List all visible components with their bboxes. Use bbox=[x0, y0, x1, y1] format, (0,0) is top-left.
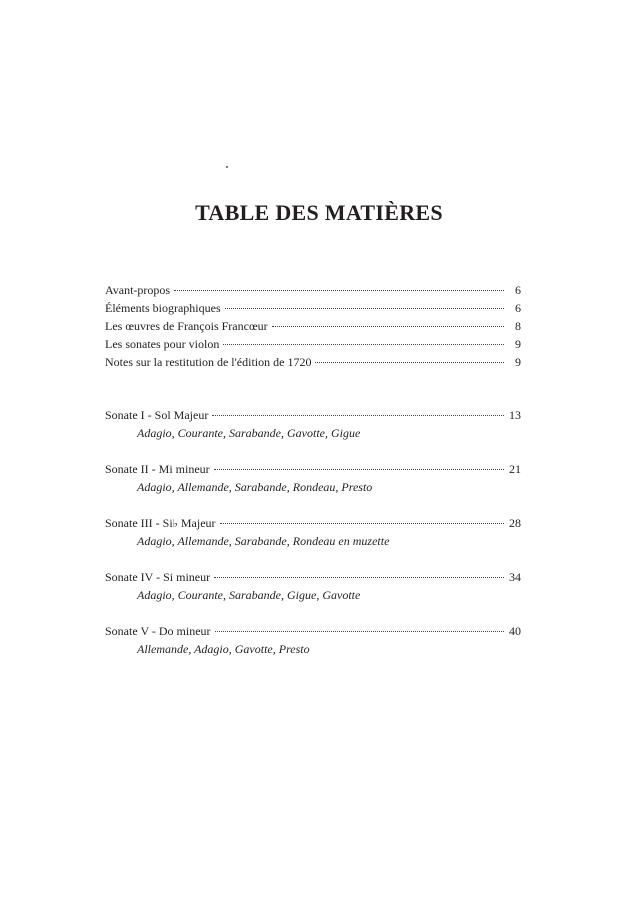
dot-leader bbox=[214, 469, 504, 470]
dot-leader bbox=[272, 326, 504, 327]
flat-sign: ♭ bbox=[172, 517, 178, 530]
toc-entry[interactable] bbox=[105, 622, 521, 640]
toc-entry-page: 21 bbox=[509, 462, 521, 476]
sonata-movements: Adagio, Courante, Sarabande, Gigue, Gavotte bbox=[137, 588, 361, 602]
toc-entry-page: 9 bbox=[515, 337, 521, 351]
sonata-movements: Allemande, Adagio, Gavotte, Presto bbox=[137, 642, 310, 656]
toc-intro-section bbox=[105, 281, 521, 371]
toc-entry[interactable] bbox=[105, 281, 521, 299]
page-title: TABLE DES MATIÈRES bbox=[195, 200, 443, 225]
sonata-entry bbox=[105, 514, 521, 550]
sonata-entry bbox=[105, 460, 521, 496]
sonata-label: Sonate II - Mi mineur bbox=[105, 462, 210, 476]
toc-entry-page: 9 bbox=[515, 355, 521, 369]
toc-entry[interactable] bbox=[105, 460, 521, 478]
dot-leader bbox=[214, 577, 504, 578]
toc-entry-label: Les œuvres de François Francœur bbox=[105, 319, 268, 333]
toc-entry-page: 6 bbox=[515, 283, 521, 297]
toc-entry[interactable] bbox=[105, 514, 521, 532]
dot-leader bbox=[315, 362, 504, 363]
decorative-dot bbox=[226, 166, 228, 168]
toc-entry-page: 6 bbox=[515, 301, 521, 315]
sonata-entry bbox=[105, 568, 521, 604]
sonata-movements: Adagio, Allemande, Sarabande, Rondeau en muzette bbox=[137, 534, 390, 548]
toc-entry-page: 8 bbox=[515, 319, 521, 333]
toc-entry-page: 13 bbox=[509, 408, 521, 422]
dot-leader bbox=[212, 415, 504, 416]
toc-sonatas-section bbox=[105, 406, 521, 676]
toc-entry-page: 28 bbox=[509, 516, 521, 530]
toc-entry[interactable] bbox=[105, 299, 521, 317]
sonata-label: Sonate V - Do mineur bbox=[105, 624, 211, 638]
dot-leader bbox=[223, 344, 504, 345]
sonata-movements: Adagio, Allemande, Sarabande, Rondeau, Presto bbox=[137, 480, 373, 494]
toc-entry[interactable] bbox=[105, 335, 521, 353]
sonata-label: Sonate I - Sol Majeur bbox=[105, 408, 209, 422]
toc-entry[interactable] bbox=[105, 353, 521, 371]
sonata-label: Sonate IV - Si mineur bbox=[105, 570, 211, 584]
toc-entry-label: Avant-propos bbox=[105, 283, 171, 297]
toc-entry[interactable] bbox=[105, 317, 521, 335]
toc-entry-page: 34 bbox=[509, 570, 521, 584]
sonata-entry bbox=[105, 622, 521, 658]
dot-leader bbox=[215, 631, 504, 632]
sonata-movements: Adagio, Courante, Sarabande, Gavotte, Gigue bbox=[137, 426, 361, 440]
toc-entry-label: Éléments biographiques bbox=[105, 301, 221, 315]
sonata-entry bbox=[105, 406, 521, 442]
sonata-label: Sonate III - Si♭ Majeur bbox=[105, 516, 216, 530]
toc-entry-label: Notes sur la restitution de l'édition de 1720 bbox=[105, 355, 312, 369]
toc-entry-page: 40 bbox=[509, 624, 521, 638]
dot-leader bbox=[220, 523, 504, 524]
dot-leader bbox=[174, 290, 504, 291]
dot-leader bbox=[225, 308, 504, 309]
toc-entry-label: Les sonates pour violon bbox=[105, 337, 220, 351]
toc-entry[interactable] bbox=[105, 568, 521, 586]
toc-entry[interactable] bbox=[105, 406, 521, 424]
